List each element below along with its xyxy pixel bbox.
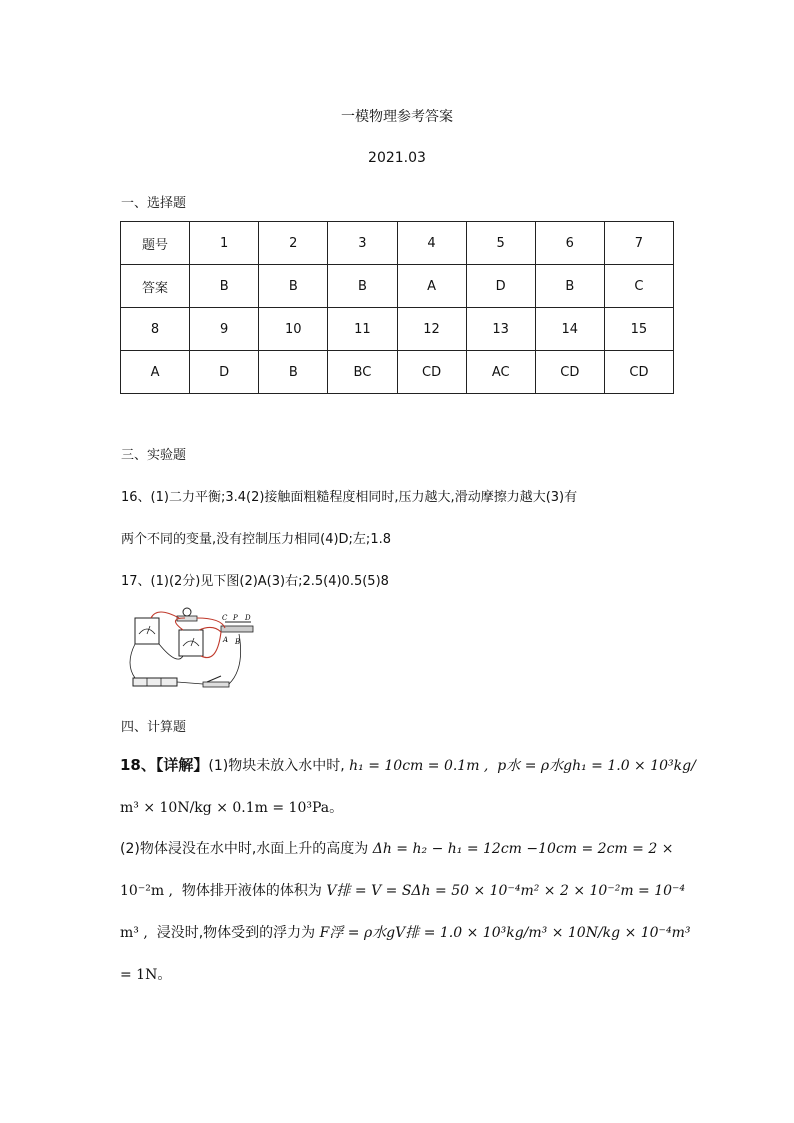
table-cell: CD <box>604 351 673 394</box>
section-3-heading: 三、实验题 <box>121 448 187 463</box>
q18-eq-pressure: p水 = ρ水gh₁ = 1.0 × 10³kg/ <box>497 758 696 774</box>
q18-text-2: (2)物体浸没在水中时,水面上升的高度为 <box>120 841 369 857</box>
q18-eq-dh: Δh = h₂ − h₁ = 12cm −10cm = 2cm = 2 × <box>372 841 674 857</box>
q18-text-3: 物体排开液体的体积为 <box>181 883 322 899</box>
table-cell: A <box>121 351 190 394</box>
meter-left-icon <box>135 618 159 644</box>
table-cell: 12 <box>397 308 466 351</box>
table-cell: 8 <box>121 308 190 351</box>
q18-eq-buoyancy: F浮 = ρ水gV排 = 1.0 × 10³kg/m³ × 10N/kg × 10⁻⁴m³ <box>319 925 691 941</box>
table-cell: B <box>259 265 328 308</box>
q16-answer-line1: 16、(1)二力平衡;3.4(2)接触面粗糙程度相同时,压力越大,滑动摩擦力越大(3)有 <box>121 490 578 505</box>
table-cell: 3 <box>328 222 397 265</box>
q18-line1 <box>120 754 696 775</box>
q18-line2: m³ × 10N/kg × 0.1m = 10³Pa。 <box>120 800 344 816</box>
lamp-icon <box>183 608 191 616</box>
q18-text-4: 浸没时,物体受到的浮力为 <box>156 925 316 941</box>
table-cell: 10 <box>259 308 328 351</box>
table-cell: B <box>190 265 259 308</box>
table-cell: B <box>328 265 397 308</box>
q16-answer-line2: 两个不同的变量,没有控制压力相同(4)D;左;1.8 <box>121 532 391 547</box>
q18-number: 18、 <box>120 756 156 774</box>
table-cell: D <box>190 351 259 394</box>
table-row <box>121 308 674 351</box>
table-cell: 13 <box>466 308 535 351</box>
table-cell: 7 <box>604 222 673 265</box>
meter-center-icon <box>179 630 203 656</box>
table-cell: 1 <box>190 222 259 265</box>
q18-eq-dh-value: 10⁻²m , <box>120 883 173 899</box>
table-cell: D <box>466 265 535 308</box>
answer-table <box>120 221 674 394</box>
circuit-diagram <box>121 604 261 694</box>
table-cell: 6 <box>535 222 604 265</box>
table-cell: 9 <box>190 308 259 351</box>
table-cell: CD <box>397 351 466 394</box>
table-row <box>121 351 674 394</box>
table-cell: 4 <box>397 222 466 265</box>
q18-line5 <box>120 922 690 942</box>
table-cell: C <box>604 265 673 308</box>
table-row <box>121 222 674 265</box>
table-cell: B <box>535 265 604 308</box>
table-cell: 14 <box>535 308 604 351</box>
q18-text-1: (1)物块未放入水中时, <box>208 758 345 774</box>
q18-eq-volume: V排 = V = SΔh = 50 × 10⁻⁴m² × 2 × 10⁻²m = 10⁻⁴ <box>326 883 686 899</box>
page-date: 2021.03 <box>368 150 426 166</box>
q18-eq-volume-unit: m³ , <box>120 925 148 941</box>
table-cell: CD <box>535 351 604 394</box>
table-cell: AC <box>466 351 535 394</box>
label-b: B <box>235 638 241 646</box>
section-1-heading: 一、选择题 <box>121 196 187 211</box>
label-a: A <box>223 636 229 644</box>
q18-tag: 【详解】 <box>155 756 209 774</box>
table-cell: BC <box>328 351 397 394</box>
table-cell: 题号 <box>121 222 190 265</box>
battery-icon <box>133 678 177 686</box>
page-title: 一模物理参考答案 <box>341 109 453 125</box>
q18-line3 <box>120 838 673 858</box>
section-4-heading: 四、计算题 <box>121 720 187 735</box>
q18-line4 <box>120 880 685 900</box>
table-row <box>121 265 674 308</box>
q18-line6: = 1N。 <box>120 967 172 983</box>
table-cell: 5 <box>466 222 535 265</box>
table-cell: 11 <box>328 308 397 351</box>
table-cell: B <box>259 351 328 394</box>
table-cell: 2 <box>259 222 328 265</box>
label-p: P <box>233 614 238 622</box>
rheostat-icon <box>221 626 253 632</box>
q18-eq-h1: h₁ = 10cm = 0.1m , <box>349 758 489 774</box>
switch-icon <box>203 682 229 687</box>
label-c: C <box>222 614 228 622</box>
table-cell: A <box>397 265 466 308</box>
q17-answer: 17、(1)(2分)见下图(2)A(3)右;2.5(4)0.5(5)8 <box>121 574 389 589</box>
table-cell: 答案 <box>121 265 190 308</box>
table-cell: 15 <box>604 308 673 351</box>
label-d: D <box>245 614 251 622</box>
